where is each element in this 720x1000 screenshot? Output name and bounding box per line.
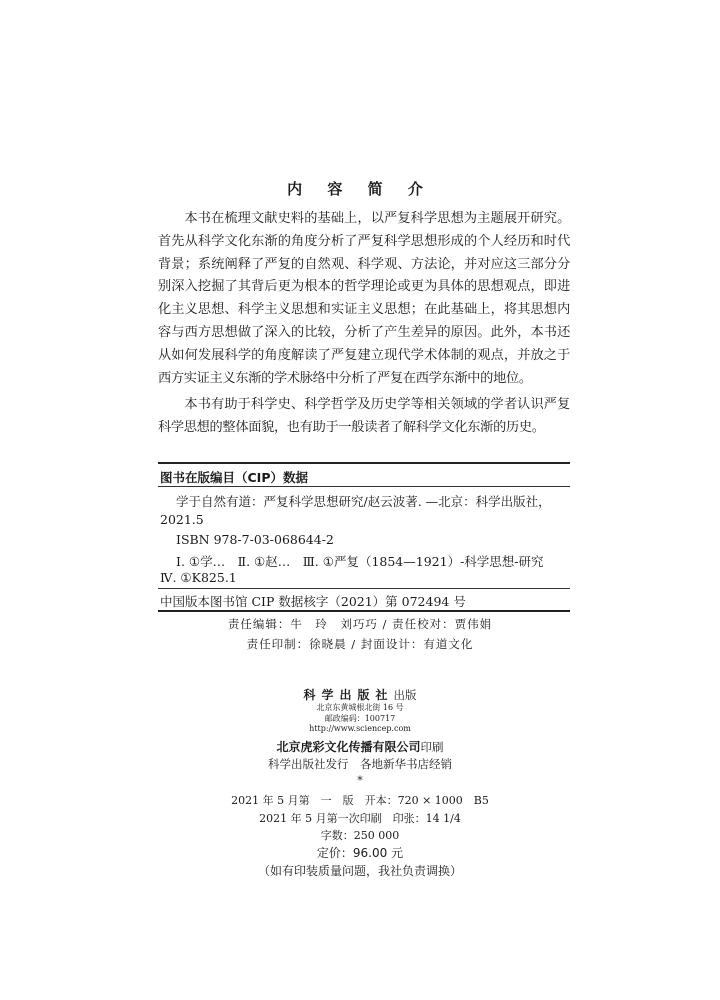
credits-editors: 责任编辑：牛 玲 刘巧巧 / 责任校对：贾伟娟 <box>227 617 493 631</box>
cip-bottom-rule <box>158 610 570 612</box>
printer-name: 北京虎彩文化传播有限公司 <box>276 740 421 754</box>
quality-note: （如有印装质量问题，我社负责调换） <box>257 864 462 878</box>
credits-production: 责任印制：徐晓晨 / 封面设计：有道文化 <box>246 637 474 651</box>
separator-star: * <box>357 774 363 787</box>
cip-isbn: ISBN 978-7-03-068644-2 <box>176 532 334 547</box>
price: 定价：96.00 元 <box>316 846 404 860</box>
cip-title-line: 学于自然有道：严复科学思想研究/赵云波著. —北京：科学出版社， <box>176 494 551 509</box>
cip-date-line: 2021.5 <box>160 512 204 527</box>
publisher-postcode: 邮政编码：100717 <box>324 714 396 723</box>
publisher-suffix: 出版 <box>393 688 417 702</box>
intro-paragraph-1: 本书在梳理文献史料的基础上，以严复科学思想为主题展开研究。首先从科学文化东渐的角度分析了严复科学思想形成的个人经历和时代背景；系统阐释了严复的自然观、科学观、方法论，并对应这三部分分别深入挖掘了其背后更为根本的哲学理论或更为具体的思想观点，即进化主义思想、科学主义思想和实证主义思想；在此基础上，将其思想内容与西方思想做了深入的比较，分析了产生差异的原因。此外，本书还从如何发展科学的角度解读了严复建立现代学术体制的观点，并放之于西方实证主义东渐的学术脉络中分析了严复在西学东渐中的地位。 <box>158 211 570 386</box>
intro-body <box>158 208 570 444</box>
intro-paragraph-2: 本书有助于科学史、科学哲学及历史学等相关领域的学者认识严复科学思想的整体面貌，也有助于一般读者了解科学文化东渐的历史。 <box>158 397 570 436</box>
cip-core-rule-top <box>158 588 570 589</box>
publisher-line <box>0 684 720 703</box>
printer-line <box>0 736 720 755</box>
cip-heading-rule <box>158 486 570 487</box>
printing-line: 2021 年 5 月第一次印刷 印张：14 1/4 <box>259 812 461 825</box>
intro-title: 内 容 简 介 <box>287 180 433 198</box>
publisher-address: 北京东黄城根北街 16 号 <box>316 703 404 712</box>
edition-line: 2021 年 5 月第 一 版 开本：720 × 1000 B5 <box>231 794 489 807</box>
cip-top-rule <box>158 462 570 464</box>
publisher-name: 科学出版社 <box>303 688 394 702</box>
cip-core-data: 中国版本图书馆 CIP 数据核字（2021）第 072494 号 <box>160 594 466 609</box>
publisher-url: http://www.sciencep.com <box>309 724 411 733</box>
cip-heading: 图书在版编目（CIP）数据 <box>160 470 308 485</box>
word-count: 字数：250 000 <box>320 829 400 842</box>
printer-suffix: 印刷 <box>420 740 444 754</box>
distribution-line: 科学出版社发行 各地新华书店经销 <box>268 757 452 771</box>
cip-classification-1: Ⅰ. ①学… Ⅱ. ①赵… Ⅲ. ①严复（1854—1921）-科学思想-研究 <box>176 554 544 569</box>
cip-classification-2: Ⅳ. ①K825.1 <box>160 570 237 585</box>
